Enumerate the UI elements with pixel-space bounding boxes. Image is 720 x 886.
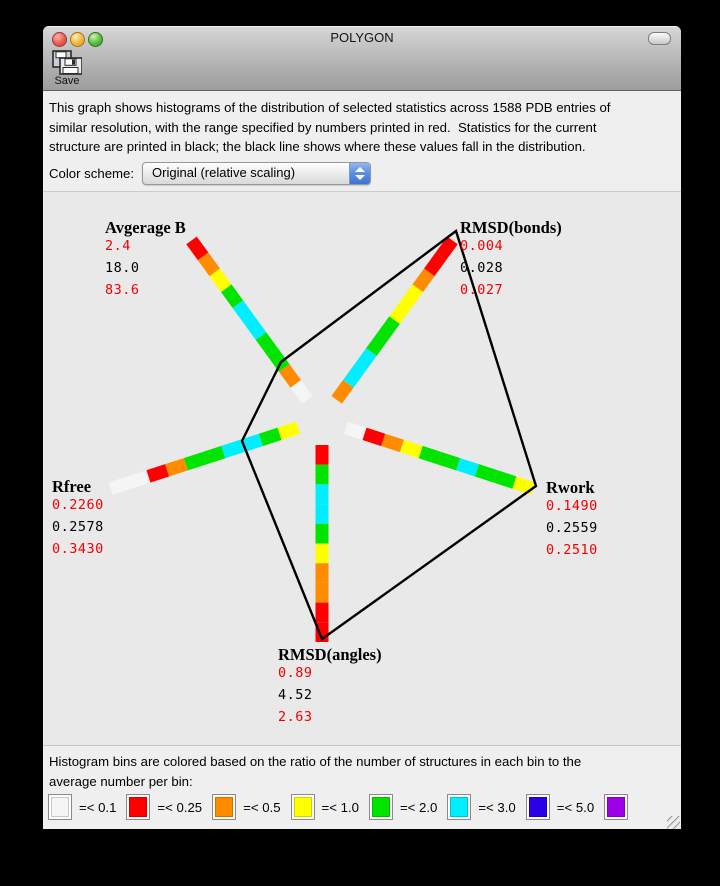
axis-title: Rwork [546,478,595,497]
toolbar-toggle-pill-button[interactable] [648,32,671,45]
color-scheme-popup-menu[interactable] [142,162,371,185]
legend-item [212,794,280,820]
legend-color-swatch [604,794,628,820]
histogram-bin-segment [284,368,296,384]
legend-color-chip-cyan [450,797,468,817]
histogram-bin-segment [215,272,227,288]
legend-color-chip-blue [529,797,547,817]
window-title: POLYGON [330,30,394,45]
legend-item [604,794,635,820]
save-floppy-icon [52,50,82,75]
color-scheme-selected-value: Original (relative scaling) [152,164,296,180]
histogram-bin-segment [348,368,360,384]
legend-item [126,794,202,820]
histogram-bin-segment [383,320,395,336]
resize-grip[interactable] [667,816,680,829]
histogram-bin-segment [439,458,458,464]
legend-color-chip-green [372,797,390,817]
description-line: similar resolution, with the range specified by numbers printed in red. Statistics for the current [49,119,597,135]
polygon-window [43,26,681,829]
axis-max-value: 0.3430 [52,541,104,557]
histogram-bin-segment [238,304,250,320]
description-line: This graph shows histograms of the distribution of selected statistics across 1588 PDB entries of [49,100,611,115]
axis-max-value: 0.2510 [546,542,598,558]
histogram-bin-segment [130,476,149,482]
axis-title: Avgerage B [105,218,186,237]
legend-item [526,794,594,820]
histogram-bin-segment [337,384,349,400]
legend-color-swatch [126,794,150,820]
histogram-bin-segment [477,470,496,476]
legend-label: =< 0.5 [243,799,281,815]
legend-item [48,794,116,820]
description-line: structure are printed in black; the black line shows where these values fall in the distribution. [49,139,586,154]
histogram-bin-segment [360,352,372,368]
histogram-bin-segment [441,240,453,256]
histogram-bin-segment [365,434,384,440]
histogram-bin-segment [186,458,205,464]
histogram-bin-segment [192,240,204,256]
histogram-bin-segment [371,336,383,352]
popup-arrows-icon [349,163,370,184]
save-button-label: Save [54,75,80,87]
histogram-bin-segment [429,256,441,272]
save-button[interactable] [47,50,87,88]
histogram-bin-segment [496,476,515,482]
description-text [43,91,681,157]
axis-min-value: 0.89 [278,665,313,681]
legend-label: =< 1.0 [321,799,359,815]
histogram-bin-segment [458,464,477,470]
legend-color-swatch [526,794,550,820]
legend-color-swatch [291,794,315,820]
axis-title: RMSD(angles) [278,645,382,664]
title-bar[interactable] [43,26,681,48]
histogram-bin-segment [346,428,365,434]
histogram-bin-segment [395,304,407,320]
histogram-bin-segment [249,320,261,336]
legend-label: =< 2.0 [399,799,438,815]
axis-title: RMSD(bonds) [460,218,562,237]
legend-color-chip-orange [215,797,233,817]
color-scheme-label: Color scheme: [49,165,135,181]
histogram-bin-segment [203,256,215,272]
axis-title: Rfree [52,477,92,496]
axis-min-value: 0.2260 [52,497,104,513]
axis-min-value: 0.004 [460,238,504,254]
axis-current-value: 4.52 [278,687,313,703]
histogram-bin-segment [261,336,273,352]
legend-color-swatch [212,794,236,820]
legend-row [48,794,645,820]
histogram-bin-segment [383,440,402,446]
legend-description-line: Histogram bins are colored based on the ratio of the number of structures in each bin to the [49,754,582,769]
histogram-bin-segment [223,446,242,452]
legend-label: =< 5.0 [556,799,595,815]
legend-label: =< 3.0 [478,799,516,815]
legend-color-chip-purple [607,797,625,817]
legend-label: =< 0.25 [157,799,203,815]
histogram-bin-segment [421,452,440,458]
window-chrome [43,26,681,91]
histogram-bin-segment [226,288,238,304]
histogram-bin-segment [296,384,308,400]
legend-color-swatch [48,794,72,820]
histogram-bin-segment [205,452,224,458]
legend-color-swatch [369,794,393,820]
legend-item [447,794,515,820]
axis-max-value: 83.6 [105,282,140,298]
axis-current-value: 0.2578 [52,519,104,535]
histogram-bin-segment [148,470,167,476]
histogram-bin-segment [514,483,533,489]
legend-color-chip-yellow [294,797,312,817]
axis-max-value: 0.027 [460,282,504,298]
histogram-bin-segment [167,464,186,470]
legend-description [43,746,681,791]
legend-description-line: average number per bin: [49,773,193,789]
histogram-bin-segment [111,483,130,489]
histogram-bin-segment [402,446,421,452]
axis-max-value: 2.63 [278,709,313,725]
histogram-bin-segment [418,272,430,288]
legend-section [43,745,681,829]
legend-item [369,794,437,820]
axis-min-value: 2.4 [105,238,131,254]
legend-color-chip-white [51,797,69,817]
polygon-plot-panel [43,192,681,745]
legend-color-chip-red [129,797,147,817]
axis-current-value: 0.2559 [546,520,598,536]
histogram-bin-segment [406,288,418,304]
histogram-bin-segment [279,428,298,434]
color-scheme-row [49,161,371,185]
legend-item [291,794,359,820]
legend-label: =< 0.1 [79,799,117,815]
histogram-bin-segment [261,434,280,440]
description-section [43,91,681,192]
axis-current-value: 0.028 [460,260,504,276]
axis-current-value: 18.0 [105,260,140,276]
legend-color-swatch [447,794,471,820]
axis-min-value: 0.1490 [546,498,598,514]
